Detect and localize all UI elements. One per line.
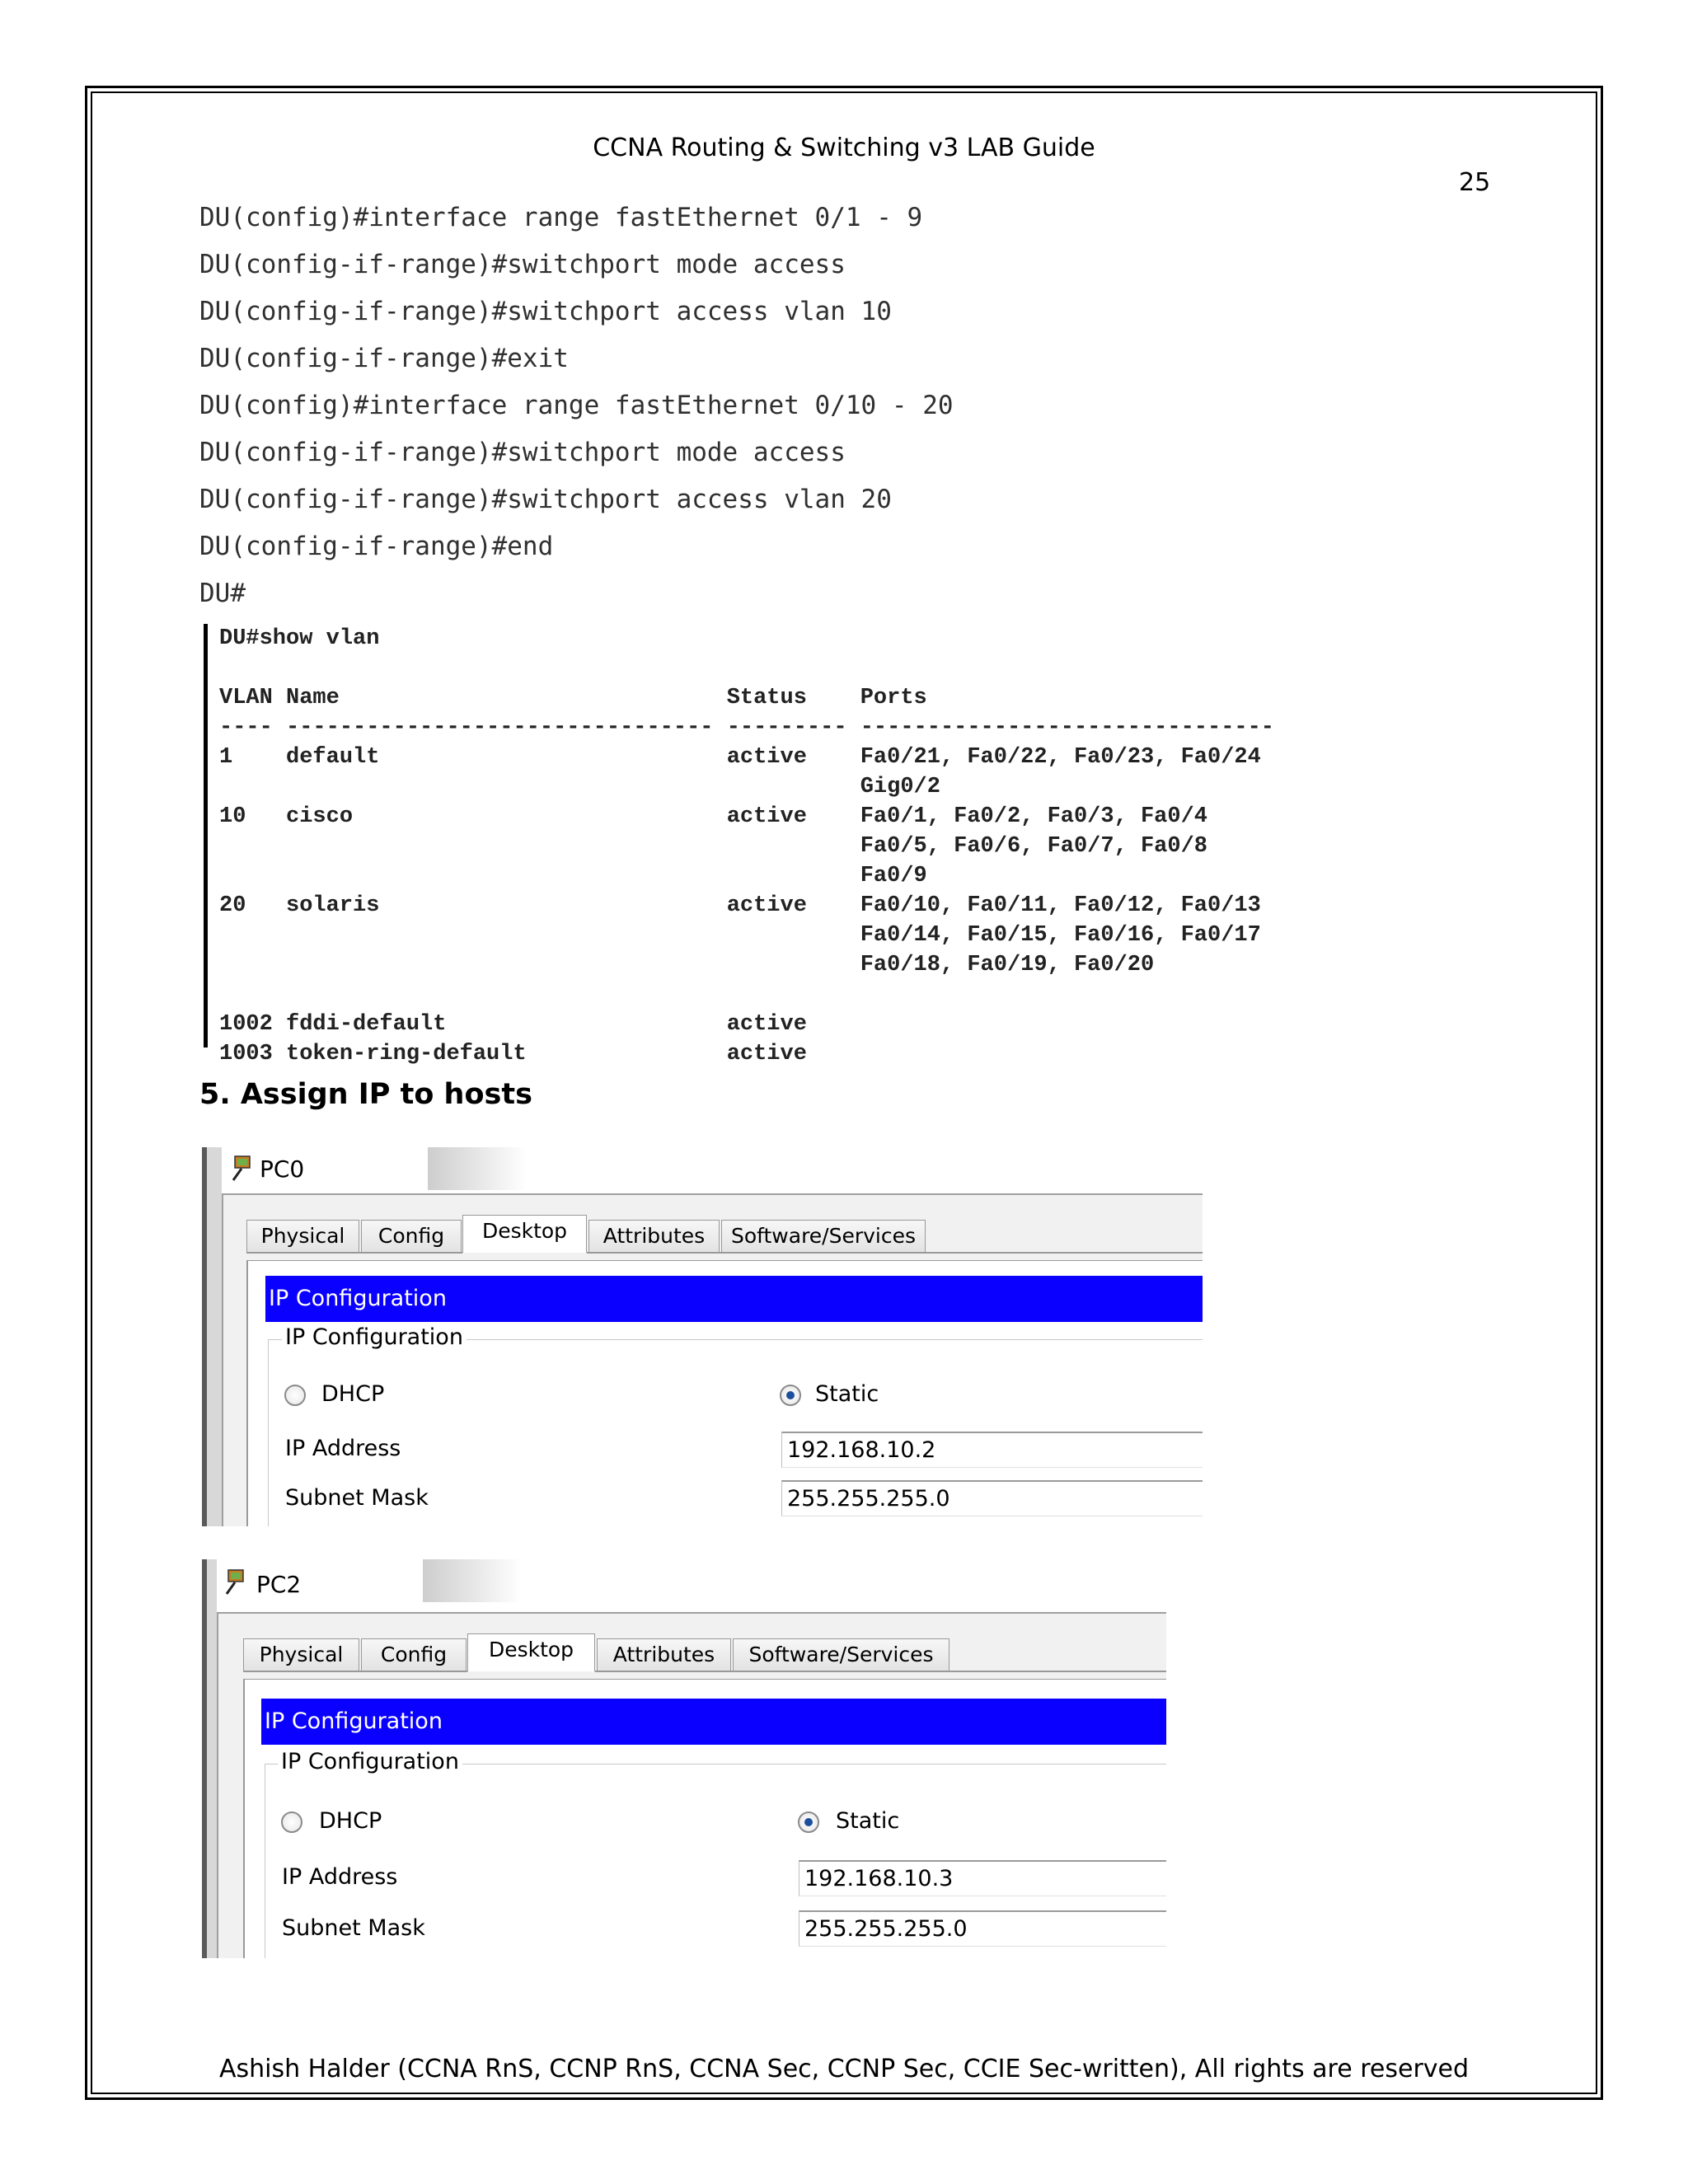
tab-attributes[interactable]: Attributes bbox=[588, 1220, 720, 1253]
tab-strip-rule bbox=[246, 1252, 462, 1254]
terminal-line: 1002 fddi-default active bbox=[219, 1012, 807, 1037]
document-footer: Ashish Halder (CCNA RnS, CCNP RnS, CCNA Sec, CCNP Sec, CCIE Sec-written), All rights are reserved bbox=[218, 2055, 1470, 2083]
terminal-line: 10 cisco active Fa0/1, Fa0/2, Fa0/3, Fa0/4 bbox=[219, 804, 1207, 829]
section-heading: 5. Assign IP to hosts bbox=[199, 1078, 532, 1111]
subnet-mask-label: Subnet Mask bbox=[282, 1915, 425, 1941]
terminal-line: DU#show vlan bbox=[219, 626, 380, 651]
terminal-line: Fa0/14, Fa0/15, Fa0/16, Fa0/17 bbox=[219, 923, 1261, 948]
terminal-line: 1 default active Fa0/21, Fa0/22, Fa0/23, Fa0/24 bbox=[219, 745, 1261, 770]
dhcp-radio[interactable] bbox=[284, 1385, 306, 1406]
dhcp-label: DHCP bbox=[319, 1808, 382, 1834]
terminal-line: 1003 token-ring-default active bbox=[219, 1042, 807, 1066]
tab-software-services[interactable]: Software/Services bbox=[721, 1220, 926, 1253]
tab-desktop[interactable]: Desktop bbox=[462, 1215, 587, 1253]
terminal-line: 20 solaris active Fa0/10, Fa0/11, Fa0/12, Fa0/13 bbox=[219, 893, 1261, 918]
static-label: Static bbox=[836, 1808, 900, 1834]
show-vlan-terminal-output bbox=[204, 624, 1407, 1066]
dhcp-label: DHCP bbox=[321, 1381, 385, 1407]
terminal-line: VLAN Name Status Ports bbox=[219, 686, 927, 710]
pc0-window bbox=[202, 1147, 1203, 1526]
pc-icon bbox=[230, 1154, 255, 1182]
terminal-line: Fa0/18, Fa0/19, Fa0/20 bbox=[219, 953, 1155, 977]
ip-address-label: IP Address bbox=[285, 1436, 401, 1461]
terminal-line: Gig0/2 bbox=[219, 775, 940, 799]
code-line: DU(config-if-range)#switchport mode access bbox=[199, 438, 846, 467]
groupbox-title: IP Configuration bbox=[282, 1324, 467, 1350]
static-radio[interactable] bbox=[780, 1385, 801, 1406]
ip-address-input[interactable]: 192.168.10.3 bbox=[799, 1860, 1166, 1896]
tab-physical[interactable]: Physical bbox=[246, 1220, 359, 1253]
code-line: DU(config-if-range)#end bbox=[199, 532, 554, 561]
terminal-line bbox=[219, 980, 1407, 1010]
subnet-mask-label: Subnet Mask bbox=[285, 1485, 429, 1511]
pc-icon bbox=[223, 1568, 248, 1596]
window-title: PC2 bbox=[256, 1571, 302, 1598]
window-titlebar[interactable] bbox=[217, 1559, 1166, 1602]
document-header: CCNA Routing & Switching v3 LAB Guide bbox=[593, 134, 1095, 162]
code-line: DU# bbox=[199, 579, 246, 608]
static-label: Static bbox=[815, 1381, 879, 1407]
tab-software-services[interactable]: Software/Services bbox=[733, 1638, 950, 1671]
pc2-window bbox=[202, 1559, 1166, 1958]
tab-strip-rule bbox=[243, 1671, 467, 1672]
code-line: DU(config)#interface range fastEthernet 0/1 - 9 bbox=[199, 203, 923, 232]
code-line: DU(config-if-range)#exit bbox=[199, 344, 569, 373]
tab-physical[interactable]: Physical bbox=[243, 1638, 359, 1671]
window-frame-left bbox=[207, 1147, 222, 1526]
groupbox-title: IP Configuration bbox=[278, 1749, 462, 1774]
window-title: PC0 bbox=[260, 1155, 305, 1183]
terminal-line: ---- -------------------------------- --------- ------------------------------- bbox=[219, 715, 1275, 740]
code-line: DU(config-if-range)#switchport access vlan 10 bbox=[199, 297, 892, 326]
config-command-block bbox=[199, 201, 954, 624]
titlebar-shading bbox=[428, 1147, 527, 1190]
window-frame-left bbox=[207, 1559, 217, 1958]
code-line: DU(config-if-range)#switchport access vlan 20 bbox=[199, 485, 892, 514]
terminal-line: Fa0/5, Fa0/6, Fa0/7, Fa0/8 bbox=[219, 834, 1207, 859]
ip-configuration-titlebar: IP Configuration bbox=[265, 1276, 1203, 1322]
terminal-line bbox=[219, 654, 1407, 683]
tab-desktop[interactable]: Desktop bbox=[467, 1633, 595, 1671]
titlebar-shading bbox=[423, 1559, 522, 1602]
code-line: DU(config)#interface range fastEthernet 0/10 - 20 bbox=[199, 391, 954, 420]
ip-address-input[interactable]: 192.168.10.2 bbox=[781, 1432, 1203, 1468]
ip-address-label: IP Address bbox=[282, 1864, 398, 1890]
terminal-line: Fa0/9 bbox=[219, 864, 927, 888]
page-number: 25 bbox=[1459, 168, 1491, 197]
tab-attributes[interactable]: Attributes bbox=[597, 1638, 731, 1671]
window-titlebar[interactable] bbox=[222, 1147, 1203, 1190]
tab-strip-rule bbox=[595, 1671, 1166, 1672]
static-radio[interactable] bbox=[798, 1811, 819, 1833]
tab-config[interactable]: Config bbox=[361, 1638, 467, 1671]
subnet-mask-input[interactable]: 255.255.255.0 bbox=[799, 1910, 1166, 1947]
tab-strip-rule bbox=[587, 1252, 1203, 1254]
ip-configuration-titlebar: IP Configuration bbox=[261, 1699, 1166, 1745]
dhcp-radio[interactable] bbox=[281, 1811, 302, 1833]
tab-config[interactable]: Config bbox=[361, 1220, 462, 1253]
subnet-mask-input[interactable]: 255.255.255.0 bbox=[781, 1480, 1203, 1516]
code-line: DU(config-if-range)#switchport mode access bbox=[199, 250, 846, 279]
